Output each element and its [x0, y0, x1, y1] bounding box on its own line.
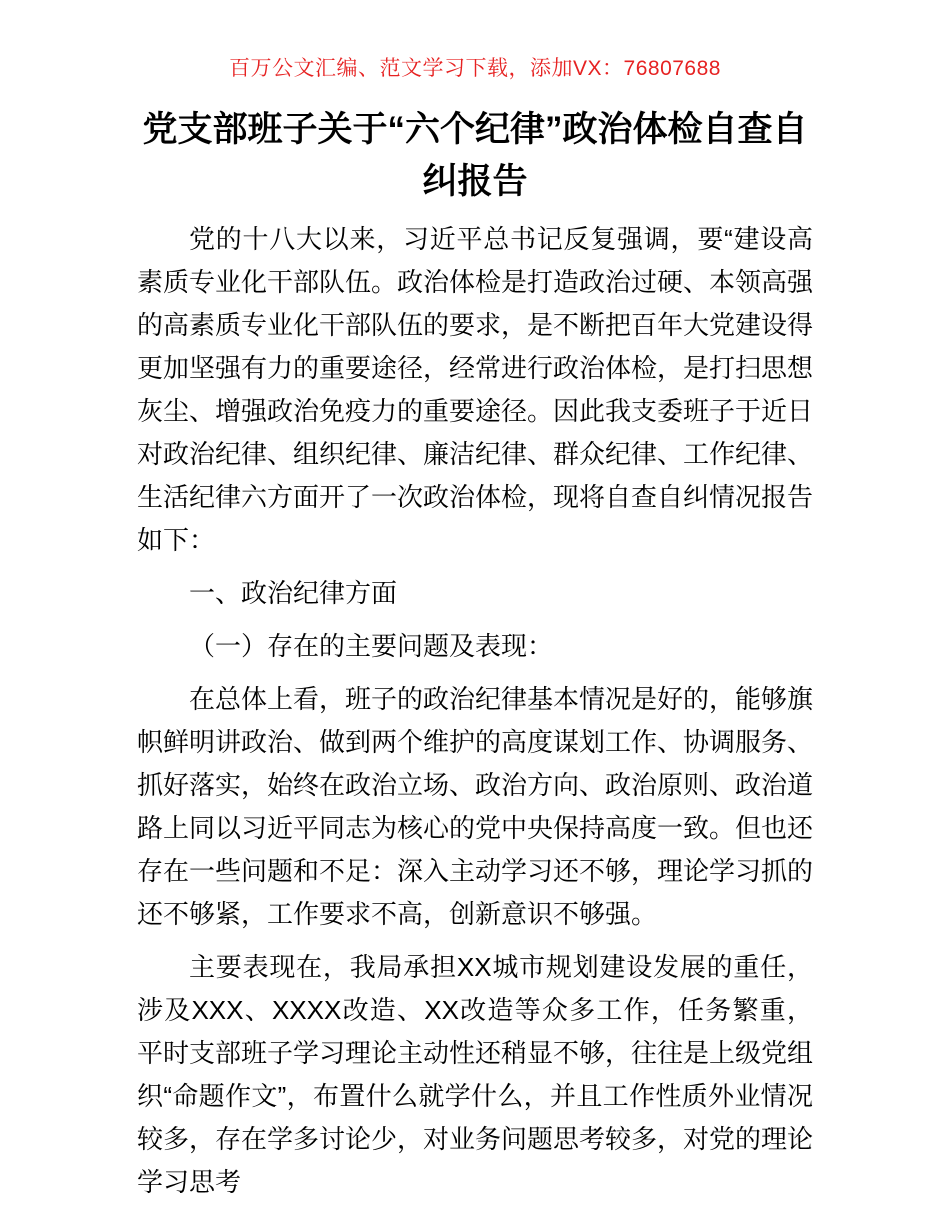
paragraph-overall-assessment: 在总体上看，班子的政治纪律基本情况是好的，能够旗帜鲜明讲政治、做到两个维护的高度谋划工作、协调服务、抓好落实，始终在政治立场、政治方向、政治原则、政治道路上同以习近平同志为核心的党中央保持高度一致。但也还存在一些问题和不足：深入主动学习还不够，理论学习抓的还不够紧，工作要求不高，创新意识不够强。 [137, 684, 814, 929]
document-title: 党支部班子关于“六个纪律”政治体检自查自纠报告 [142, 110, 808, 201]
watermark-banner: 百万公文汇编、范文学习下载，添加VX：76807688 [229, 57, 721, 80]
section-heading-political-discipline: 一、政治纪律方面 [189, 578, 398, 608]
subsection-heading-main-problems: （一）存在的主要问题及表现： [189, 631, 554, 661]
paragraph-main-manifestations: 主要表现在，我局承担XX城市规划建设发展的重任，涉及XXX、XXXX改造、XX改造等众多工作，任务繁重，平时支部班子学习理论主动性还稍显不够，往往是上级党组织“命题作文”，布置什么就学什么，并且工作性质外业情况较多，存在学多讨论少，对业务问题思考较多，对党的理论学习思考 [137, 952, 814, 1197]
paragraph-intro: 党的十八大以来，习近平总书记反复强调，要“建设高素质专业化干部队伍。政治体检是打造政治过硬、本领高强的高素质专业化干部队伍的要求，是不断把百年大党建设得更加坚强有力的重要途径，经常进行政治体检，是打扫思想灰尘、增强政治免疫力的重要途径。因此我支委班子于近日对政治纪律、组织纪律、廉洁纪律、群众纪律、工作纪律、生活纪律六方面开了一次政治体检，现将自查自纠情况报告如下： [137, 224, 814, 555]
